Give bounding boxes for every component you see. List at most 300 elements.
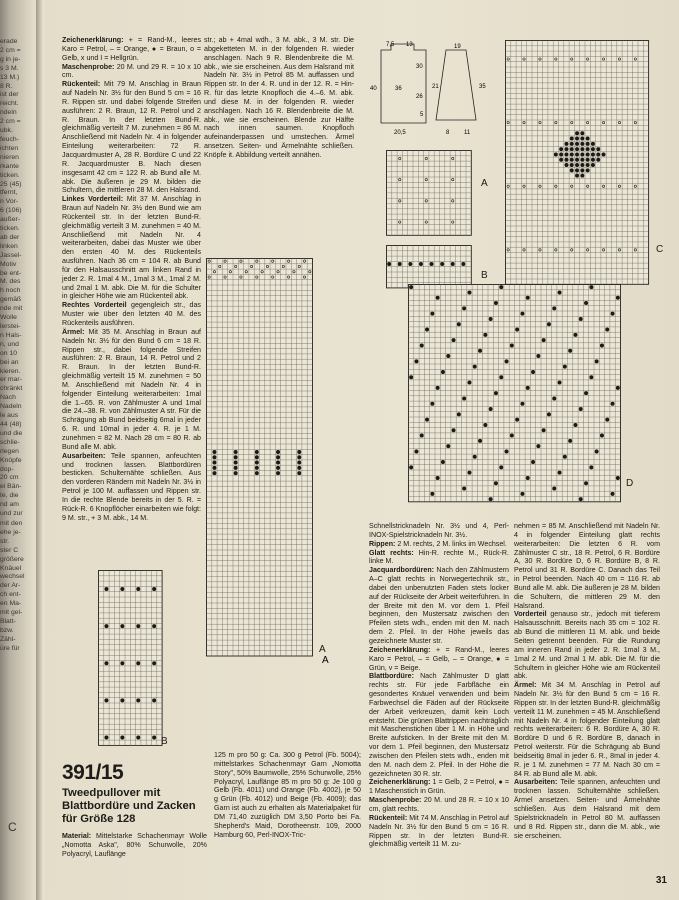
- edge-text-line: Wolle: [0, 314, 17, 322]
- edge-text-line: mit gel-: [0, 609, 23, 617]
- chart-stitch: [213, 471, 216, 474]
- chart-grid-b-left: [99, 571, 163, 746]
- dim-r4: 26: [416, 94, 423, 100]
- chart-stitch: [575, 163, 578, 166]
- chart-stitch: [478, 439, 481, 442]
- chart-stitch: [431, 312, 434, 315]
- page-fold: [36, 0, 44, 900]
- col1-paragraph: [62, 328, 201, 452]
- chart-stitch: [526, 476, 529, 479]
- instructions-column-3: [369, 522, 509, 849]
- chart-stitch: [452, 338, 455, 341]
- grid-lines: [409, 285, 621, 502]
- col4-paragraph: [514, 778, 660, 840]
- chart-stitch: [276, 456, 279, 459]
- left-page-edge-text: [0, 38, 30, 519]
- chart-stitch: [440, 262, 443, 265]
- chart-stitch: [105, 662, 108, 665]
- dim-left: 40: [370, 86, 377, 92]
- chart-stitch: [595, 360, 598, 363]
- edge-text-line: Nach: [0, 394, 16, 402]
- chart-stitch: [575, 132, 578, 135]
- col4-text: Teile spannen, anfeuchten und trocknen lassen. Schulternähte schließen. Ärmel ansetzen. Seiten- und Ärmelnähte schließen. Aus dem Halsrand mit dem Spielstricknadeln in Petrol 80 M. auffassen und 8 Rd. Rippen str., dann die M. abk., wie sie erscheinen.: [514, 778, 660, 840]
- chart-stitch: [611, 402, 614, 405]
- chart-stitch: [298, 461, 301, 464]
- col3-heading: Blattbordüre:: [369, 672, 414, 681]
- edge-text-line: n Hals-: [0, 331, 22, 339]
- dim-r2: 35: [479, 84, 486, 90]
- chart-stitch: [584, 482, 587, 485]
- chart-grid-b-small: [387, 246, 472, 288]
- col4-text: Mit 34 M. Anschlag in Petrol auf Nadeln Nr. 3½ für den Bund 5 cm = 16 R. Rippen str. In der letzten Bund-R. gleichmäßig verteilt 11 M. zunehmen = 45 M. Anschließend mit Nadeln Nr. 4 in folgender Einteilung glatt rechts weiterarbeiten: 6 R. Bordüre A, 30 R. Bordüre D und 6 R. Bordüre B, danach in Petrol weiterstr. Für die Schrägung ab Bund beidseitig 8mal in jeder 6. R., 8mal in jeder 4. R. je 1 M. zunehmen = 77 M. Nach 30 cm = 84 R. ab Bund alle M. abk.: [514, 681, 660, 778]
- dim-bottom: 20,5: [394, 130, 406, 136]
- chart-stitch: [473, 365, 476, 368]
- edge-text-line: dop-: [0, 465, 14, 473]
- col3-paragraph: [369, 566, 509, 646]
- chart-stitch: [542, 338, 545, 341]
- chart-stitch: [591, 153, 594, 156]
- edge-text-line: üre für: [0, 644, 20, 652]
- grid-lines: [207, 259, 313, 657]
- chart-stitch: [581, 169, 584, 172]
- edge-text-line: erade: [0, 38, 18, 45]
- chart-stitch: [419, 262, 422, 265]
- col1-paragraph: [62, 452, 201, 523]
- col4-paragraph: [514, 610, 660, 681]
- edge-text-line: ster C: [0, 546, 19, 554]
- chart-stitch: [473, 455, 476, 458]
- chart-stitch: [586, 163, 589, 166]
- chart-stitch: [559, 147, 562, 150]
- col1-heading: Ausarbeiten:: [62, 451, 106, 460]
- edge-text-line: ticken.: [0, 171, 20, 179]
- col1-text: Teile spannen, anfeuchten und trocknen lassen. Blattbordüren besticken. Schulternähte schließen. Aus den vorderen Rändern mit Nadeln Nr. 3½ in Petrol je 100 M. auffassen und Rippen str. In die rechte Blende bereits in der 5. R. = Rück-R. 6 Knopflöcher einarbeiten wie folgt: 9 M. str., + 3 M. abk., 14 M.: [62, 451, 201, 522]
- edge-text-line: gemäß: [0, 296, 22, 304]
- chart-stitch: [500, 285, 503, 288]
- chart-stitch: [152, 624, 155, 627]
- chart-stitch: [521, 492, 524, 495]
- chart-stitch: [447, 444, 450, 447]
- chart-label-b-left: B: [161, 736, 168, 747]
- edge-text-line: n Vor-: [0, 198, 19, 206]
- pattern-title-block: [62, 761, 207, 859]
- chart-stitch: [234, 466, 237, 469]
- chart-stitch: [600, 434, 603, 437]
- chart-stitch: [420, 434, 423, 437]
- chart-stitch: [581, 142, 584, 145]
- chart-stitch: [105, 587, 108, 590]
- col3-text: Nach den Zählmustern A–C glatt rechts in Norwegertechnik str., dabei den unbenutzten Faden stets locker auf der Rückseite der Arbeit weiterführen. In der Breite mit den M. vor dem 1. Pfeil beginnen, den Mustersatz zwischen den Pfeilen stets wdh., enden mit den M. nach dem 2. Pfeil. In der Höhe jeweils das gezeichnete Muster str.: [369, 566, 509, 645]
- chart-stitch: [558, 381, 561, 384]
- chart-stitch: [575, 158, 578, 161]
- edge-text-line: ehe je-: [0, 528, 21, 536]
- col4-heading: Vorderteil: [514, 610, 547, 619]
- chart-stitch: [584, 301, 587, 304]
- edge-text-line: und zur: [0, 510, 23, 518]
- edge-text-line: linken: [0, 242, 18, 250]
- chart-stitch: [591, 147, 594, 150]
- edge-text-line: ticken.: [0, 225, 20, 233]
- edge-text-line: 8 R.: [0, 82, 13, 90]
- edge-text-line: und die: [0, 429, 23, 437]
- chart-stitch: [563, 455, 566, 458]
- chart-stitch: [565, 153, 568, 156]
- chart-stitch: [547, 413, 550, 416]
- col1-text: Mit 37 M. Anschlag in Braun auf Nadeln Nr. 3½ den Bund wie am Rückenteil str. In der letzten Bund-R. gleichmäßig verteilt 3 M. zunehmen = 40 M. Anschließend mit Nadeln Nr. 4 weiterarbeiten, dabei das Muster wie über den ersten 40 M. des Rückenteils ausführen. Nach 36 cm = 104 R. ab Bund für den Halsausschnitt am linken Rand in jeder 2. R. 1mal 4 M., 1mal 3 M., 1mal 2 M. und 2mal 1 M. abk. Die M. für die Schulter in gleicher Höhe wie am Rückenteil abk.: [62, 195, 201, 301]
- chart-stitch: [420, 344, 423, 347]
- chart-stitch: [494, 301, 497, 304]
- dim-top2: 13: [406, 42, 413, 48]
- chart-stitch: [468, 381, 471, 384]
- chart-stitch: [276, 461, 279, 464]
- chart-stitch: [611, 312, 614, 315]
- chart-stitch: [430, 262, 433, 265]
- edge-text-line: ab der: [0, 233, 20, 241]
- chart-stitch: [581, 137, 584, 140]
- chart-stitch: [559, 153, 562, 156]
- chart-grid-a-small: [387, 151, 472, 236]
- chart-stitch: [581, 158, 584, 161]
- chart-stitch: [597, 147, 600, 150]
- col1-text: Mit 79 M. Anschlag in Braun auf Nadeln Nr. 3½ für den Bund 5 cm = 16 R. Rippen str. und dabei folgende Streifen ausführen: 2 R. Braun, 12 R. Petrol und 2 R. Braun. In der letzten Bund-R. gleichmäßig verteilt 7 M. zunehmen = 86 M. Anschließend mit Nadeln Nr. 4 in folgender Einteilung weiterarbeiten: 72 R. Jacquardmuster A, 28 R. Bordüre C und 22 R. Jacquardmuster B. Nach diesen insgesamt 42 cm = 122 R. ab Bund alle M. abk. Die äußeren je 29 M. bilden die Schultern, die mittleren 28 M. den Halsrand.: [62, 80, 201, 195]
- chart-stitch: [298, 450, 301, 453]
- chart-stitch: [510, 344, 513, 347]
- edge-text-line: kieren.: [0, 367, 21, 375]
- chart-stitch: [234, 456, 237, 459]
- col1-heading: Maschenprobe:: [62, 62, 115, 71]
- edge-text-line: 2 cm =: [0, 118, 21, 126]
- chart-stitch: [595, 450, 598, 453]
- chart-stitch: [590, 466, 593, 469]
- chart-stitch: [570, 137, 573, 140]
- chart-stitch: [586, 142, 589, 145]
- edge-text-line: Jassel-: [0, 251, 22, 259]
- col3-text: Nach Zählmuster D glatt rechts str. Für jede Farbfläche ein gesondertes Knäuel verwenden und beim Farbwechsel die Fäden auf der Rückseite der Arbeit verkreuzen, damit kein Loch entsteht. Die grünen Blattrippen nachträglich mit Maschenstichen über 1 M. in Höhe und Breite aufsticken. In der Breite mit den M. vor dem 1. Pfeil beginnen, den Mustersatz zwischen den Pfeilen stets wdh., enden mit den M. nach dem 2. Pfeil. In der Höhe die gezeichneten 30 R. str.: [369, 672, 509, 778]
- chart-stitch: [105, 736, 108, 739]
- chart-stitch: [234, 461, 237, 464]
- chart-stitch: [575, 153, 578, 156]
- chart-stitch: [298, 466, 301, 469]
- chart-stitch: [586, 169, 589, 172]
- col1-paragraph: [62, 80, 201, 195]
- dim-r1: 21: [432, 84, 439, 90]
- dim-top3: 19: [454, 44, 461, 50]
- edge-text-line: wechsel: [0, 573, 25, 581]
- col1-heading: Linkes Vorderteil:: [62, 195, 124, 204]
- dim-b2: 8: [446, 130, 450, 136]
- edge-text-line: der Ar-: [0, 582, 21, 590]
- col3-paragraph: [369, 796, 509, 814]
- col3-heading: Zeichenerklärung:: [369, 778, 431, 787]
- dim-mid2: 5: [420, 112, 424, 118]
- chart-stitch: [447, 354, 450, 357]
- col1-text: Mit 35 M. Anschlag in Braun auf Nadeln Nr. 3½ für den Bund 6 cm = 18 R. Rippen str., dabei folgende Streifen ausführen: 2 R. Braun, 14 R. Petrol und 2 R. Braun. In der letzten Bund-R. gleichmäßig verteilt 15 M. zunehmen = 50 M. Anschließend mit Nadeln Nr. 4 in folgender Einteilung weiterarbeiten: 1mal die 1.–65. R. von Zählmuster A und 1mal die 24.–38. R. von Zählmuster A str. Für die Schrägung ab Bund beidseitig 6mal in jeder 6. R. und 10mal in jeder 4. R. je 1 M. zunehmen = 82 M. Nach 28 cm = 80 R. ab Bund alle M. abk.: [62, 327, 201, 451]
- instructions-column-1: [62, 36, 201, 522]
- col3-text: 20 M. und 28 R. = 10 x 10 cm, glatt rechts.: [369, 796, 509, 813]
- edge-text-line: er mar-: [0, 376, 22, 384]
- col1-text: gegengleich str., das Muster wie über den letzten 40 M. des Rückenteils ausführen.: [62, 301, 201, 327]
- col4-paragraph: [514, 681, 660, 778]
- chart-stitch: [431, 492, 434, 495]
- edge-text-line: 2 cm =: [0, 46, 21, 54]
- chart-stitch: [255, 450, 258, 453]
- chart-stitch: [387, 262, 390, 265]
- chart-stitch: [409, 376, 412, 379]
- edge-text-line: ei Bän-: [0, 483, 22, 491]
- chart-stitch: [526, 296, 529, 299]
- chart-stitch: [255, 466, 258, 469]
- edge-text-line: nieren: [0, 153, 19, 161]
- chart-stitch: [553, 397, 556, 400]
- chart-stitch: [431, 402, 434, 405]
- edge-text-line: be ent-: [0, 269, 22, 277]
- chart-stitch: [584, 391, 587, 394]
- chart-stitch: [425, 418, 428, 421]
- chart-stitch: [462, 307, 465, 310]
- chart-stitch: [137, 662, 140, 665]
- chart-stitch: [558, 471, 561, 474]
- chart-stitch: [606, 418, 609, 421]
- chart-stitch: [489, 407, 492, 410]
- chart-stitch: [531, 370, 534, 373]
- chart-stitch: [579, 497, 582, 500]
- col1-text: 20 M. und 29 R. = 10 x 10 cm.: [62, 62, 201, 80]
- chart-stitch: [457, 413, 460, 416]
- chart-stitch: [121, 699, 124, 702]
- chart-a-small: [386, 150, 481, 240]
- chart-stitch: [515, 418, 518, 421]
- edge-text-line: mit den: [0, 520, 23, 527]
- chart-label-a-right: A: [319, 644, 326, 655]
- material-head: Material:: [62, 832, 92, 840]
- chart-stitch: [579, 317, 582, 320]
- left-page-edge-text-lower: [0, 520, 30, 654]
- chart-stitch: [590, 285, 593, 288]
- chart-stitch: [489, 317, 492, 320]
- edge-text-line: schlie-: [0, 438, 20, 446]
- edge-text-line: h noch: [0, 287, 21, 295]
- chart-stitch: [213, 450, 216, 453]
- chart-stitch: [500, 466, 503, 469]
- chart-stitch: [574, 333, 577, 336]
- chart-stitch: [597, 153, 600, 156]
- jacquard-chart-b-left: [98, 570, 168, 755]
- chart-stitch: [276, 450, 279, 453]
- chart-stitch: [468, 291, 471, 294]
- chart-stitch: [409, 466, 412, 469]
- chart-stitch: [570, 158, 573, 161]
- chart-stitch: [105, 699, 108, 702]
- edge-text-line: ubk.: [0, 127, 13, 135]
- material-body: Mittelstarke Schachenmayr Wolle „Nomotta Aska", 80% Schurwolle, 20% Polyacryl, Lauflänge: [62, 832, 207, 858]
- chart-stitch: [255, 471, 258, 474]
- chart-label-a: A: [481, 178, 488, 189]
- col3-paragraph: [369, 778, 509, 796]
- chart-stitch: [409, 285, 412, 288]
- edge-text-line: le aus: [0, 412, 19, 420]
- col5-text: 125 m pro 50 g: Ca. 300 g Petrol (Fb. 5004); mittelstarkes Schachenmayr Garn „Nomotta Story", 50% Baumwolle, 25% Schurwolle, 25% Polyacryl, Lauflänge 85 m pro 50 g: Je 100 g Gelb (Fb. 4011) und Orange (Fb. 4002), je 50 g Grün (Fb. 4012) und Beige (Fb. 4009); das Garn ist auch zu erhalten als Materialpaket für DM 71,40 zuzüglich DM 3,50 Porto bei Fa. Shepherd's Maid, Dorotheenstr. 109, 2000 Hamburg 60, Perl-INOX-Tric-: [214, 751, 361, 839]
- chart-stitch: [526, 386, 529, 389]
- chart-stitch: [494, 391, 497, 394]
- chart-stitch: [565, 142, 568, 145]
- chart-stitch: [553, 487, 556, 490]
- col3-heading: Maschenprobe:: [369, 796, 422, 805]
- chart-stitch: [484, 423, 487, 426]
- edge-text-line: s 3 M.: [0, 64, 19, 72]
- col3-text: Mit 74 M. Anschlag in Petrol auf Nadeln Nr. 3½ für den Bund 5 cm = 16 R. Rippen str. In der letzten Bund-R. gleichmäßig verteilt 11 M. zu-: [369, 813, 509, 849]
- edge-text-line: bzw.: [0, 626, 14, 634]
- chart-stitch: [570, 147, 573, 150]
- chart-stitch: [494, 482, 497, 485]
- chart-stitch: [616, 386, 619, 389]
- edge-text-line: Zähl-: [0, 635, 16, 643]
- chart-stitch: [121, 624, 124, 627]
- chart-stitch: [468, 471, 471, 474]
- chart-d-leaf-border: [408, 284, 628, 509]
- chart-stitch: [563, 365, 566, 368]
- instructions-column-5: [214, 751, 361, 839]
- chart-grid-c: [506, 41, 649, 285]
- chart-stitch: [415, 450, 418, 453]
- chart-stitch: [213, 456, 216, 459]
- chart-stitch: [409, 262, 412, 265]
- chart-stitch: [579, 407, 582, 410]
- chart-stitch: [298, 456, 301, 459]
- edge-text-line: ichten: [0, 144, 19, 152]
- edge-text-line: Motiv: [0, 260, 17, 268]
- edge-text-line: feuch-: [0, 135, 19, 143]
- col3-text: + = Rand-M., leeres Karo = Petrol, – = Gelb, – = Orange, ● = Grün, v = Beige.: [369, 645, 509, 672]
- chart-stitch: [591, 163, 594, 166]
- edge-text-line: chränkt: [0, 385, 23, 393]
- chart-stitch: [586, 153, 589, 156]
- edge-text-line: M. des: [0, 278, 21, 286]
- chart-stitch: [505, 450, 508, 453]
- chart-stitch: [597, 158, 600, 161]
- chart-stitch: [505, 360, 508, 363]
- col3-paragraph: [369, 814, 509, 849]
- chart-stitch: [591, 158, 594, 161]
- chart-stitch: [586, 137, 589, 140]
- col1-heading: Zeichenerklärung:: [62, 36, 124, 44]
- col4-heading: Ärmel:: [514, 681, 537, 690]
- chart-stitch: [570, 163, 573, 166]
- sweater-schematic: [366, 38, 496, 138]
- chart-stitch: [121, 736, 124, 739]
- chart-stitch: [152, 699, 155, 702]
- chart-label-c: C: [656, 244, 664, 255]
- chart-stitch: [452, 429, 455, 432]
- chart-stitch: [581, 147, 584, 150]
- chart-stitch: [521, 312, 524, 315]
- col3-text: 2 M. rechts, 2 M. links im Wechsel.: [397, 539, 507, 548]
- col3-heading: Glatt rechts:: [369, 548, 414, 557]
- chart-stitch: [542, 429, 545, 432]
- col2-text: str.; ab + 4mal wdh., 3 M. abk., 3 M. str. Die abgeketteten M. in der folgenden R. wieder anschlagen. Nach 9 R. Blendenbreite die M. abk., wie sie erscheinen. Aus dem Halsrand mit Nadeln Nr. 3½ in Petrol 85 M. auffassen und Rippen str. In der 4. R. und in der 12. R. = Hin-R. für das letzte Knopfloch die 4.–6. M. abk. und diese M. in der folgenden R. wieder anschlagen. Nach 16 R. Blendenbreite die M. abk., wie sie erscheinen. Blende zur Hälfte nach innen saumen. Knopfloch aufeinanderpassen und umstechen. Ärmel ansetzen. Seiten- und Ärmelnähte schließen. Knöpfe it. Abbildung verteilt annähen.: [204, 36, 354, 159]
- chart-stitch: [521, 402, 524, 405]
- edge-text-line: größere: [0, 555, 24, 563]
- chart-c: [505, 40, 655, 290]
- edge-text-line: bei an: [0, 358, 19, 366]
- edge-text-line: rlegen: [0, 447, 19, 455]
- chart-stitch: [565, 147, 568, 150]
- chart-stitch: [137, 587, 140, 590]
- chart-grid-left: [207, 259, 313, 657]
- chart-stitch: [602, 153, 605, 156]
- col3-paragraph: [369, 522, 509, 540]
- edge-text-line: Blatt-: [0, 617, 16, 625]
- edge-text-line: 25 (45): [0, 180, 22, 188]
- chart-stitch: [537, 354, 540, 357]
- chart-stitch: [441, 460, 444, 463]
- chart-stitch: [531, 460, 534, 463]
- chart-stitch: [590, 376, 593, 379]
- chart-stitch: [537, 444, 540, 447]
- edge-text-line: Knäuel: [0, 564, 22, 572]
- chart-stitch: [121, 587, 124, 590]
- material-text: [62, 832, 207, 859]
- chart-stitch: [575, 174, 578, 177]
- chart-stitch: [565, 163, 568, 166]
- edge-text-line: n, und: [0, 340, 19, 348]
- chart-stitch: [611, 492, 614, 495]
- chart-stitch: [554, 153, 557, 156]
- col3-heading: Jacquardbordüren:: [369, 566, 435, 575]
- chart-stitch: [568, 349, 571, 352]
- chart-stitch: [581, 163, 584, 166]
- chart-stitch: [568, 439, 571, 442]
- chart-grid-d: [409, 285, 621, 502]
- pattern-number: 391/15: [62, 761, 124, 784]
- chart-stitch: [575, 169, 578, 172]
- chart-stitch: [600, 344, 603, 347]
- chart-stitch: [462, 262, 465, 265]
- col3-text: Schnellstricknadeln Nr. 3½ und 4, Perl-INOX-Spielstricknadeln Nr. 3½.: [369, 522, 509, 539]
- chart-stitch: [462, 397, 465, 400]
- schematic-sleeve: [436, 50, 476, 120]
- col3-text: Hin-R. rechte M., Rück-R. linke M.: [369, 548, 509, 566]
- chart-stitch: [436, 296, 439, 299]
- chart-stitch: [586, 147, 589, 150]
- chart-stitch: [152, 736, 155, 739]
- chart-stitch: [500, 376, 503, 379]
- chart-stitch: [415, 360, 418, 363]
- col1-paragraph: [62, 36, 201, 63]
- chart-stitch: [137, 624, 140, 627]
- chart-stitch: [451, 262, 454, 265]
- margin-letter: C: [8, 820, 17, 834]
- col1-heading: Rückenteil:: [62, 80, 101, 89]
- chart-stitch: [606, 328, 609, 331]
- chart-stitch: [298, 471, 301, 474]
- col3-heading: Rückenteil:: [369, 813, 408, 822]
- chart-stitch: [436, 386, 439, 389]
- chart-stitch: [255, 461, 258, 464]
- chart-stitch: [547, 323, 550, 326]
- chart-stitch: [510, 434, 513, 437]
- col1-paragraph: [62, 301, 201, 328]
- col1-paragraph: [62, 63, 201, 81]
- dim-b3: 11: [464, 130, 471, 136]
- edge-text-line: rkante: [0, 162, 19, 170]
- edge-text-line: nd am: [0, 501, 19, 509]
- dim-top1: 7,5: [386, 42, 395, 48]
- chart-stitch: [213, 466, 216, 469]
- chart-stitch: [276, 466, 279, 469]
- chart-stitch: [574, 423, 577, 426]
- edge-text-line: str.: [0, 537, 10, 545]
- chart-stitch: [581, 153, 584, 156]
